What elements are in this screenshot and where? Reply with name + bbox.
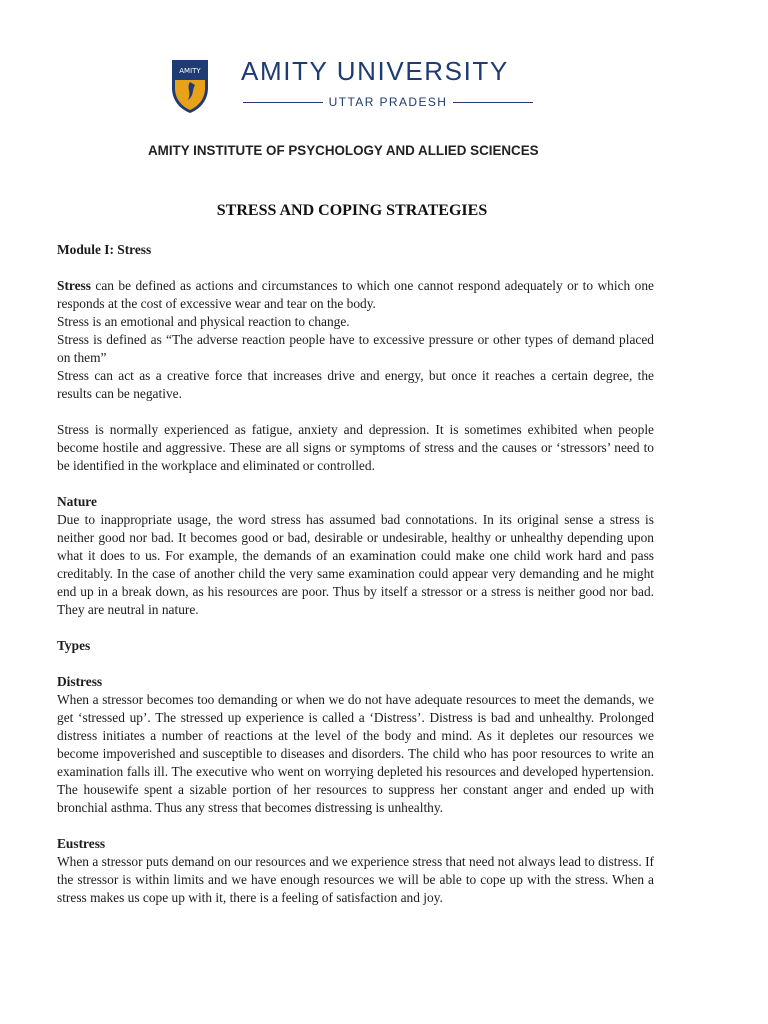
document-body bbox=[57, 241, 654, 907]
distress-paragraph: When a stressor becomes too demanding or when we do not have adequate resources to meet the demands, we get ‘stressed up’. The stressed up experience is called a ‘Distress’. Distress is bad and unhealthy. Prolonged distress initiates a number of reactions at the level of the body and mind. As it depletes our resources we become impoverished and susceptible to diseases and disorders. The child who has poor resources to write an examination falls ill. The executive who went on worrying depleted his resources and developed hypertension. The housewife spent a sizable portion of her resources to suppress her constant anger and ended up with bronchial asthma. Thus any stress that becomes distressing is unhealthy. bbox=[57, 692, 654, 815]
symptoms-paragraph: Stress is normally experienced as fatigue, anxiety and depression. It is sometimes exhibited when people become hostile and aggressive. These are all signs or symptoms of stress and the causes or ‘stressors’ need to be identified in the workplace and eliminated or controlled. bbox=[57, 422, 654, 473]
intro-paragraph bbox=[57, 277, 654, 313]
intro-line-4: Stress can act as a creative force that increases drive and energy, but once it reaches a certain degree, the results can be negative. bbox=[57, 368, 654, 401]
nature-paragraph: Due to inappropriate usage, the word stress has assumed bad connotations. In its original sense a stress is neither good nor bad. It becomes good or bad, desirable or undesirable, healthy or unhealthy depending upon what it does to us. For example, the demands of an examination could make one child work hard and pass creditably. In the case of another child the very same examination could appear very demanding and he might end up in a break down, as his resources are poor. Thus by itself a stressor or a stress is neither good nor bad. They are neutral in nature. bbox=[57, 512, 654, 617]
amity-logo-icon bbox=[170, 58, 210, 114]
location-label: UTTAR PRADESH bbox=[328, 95, 448, 109]
university-name: AMITY UNIVERSITY bbox=[241, 56, 509, 86]
intro-lead-bold: Stress bbox=[57, 278, 91, 293]
eustress-paragraph: When a stressor puts demand on our resources and we experience stress that need not always lead to distress. If the stressor is within limits and we have enough resources we will be able to cope up with the stress. When a stress makes us cope up with it, there is a feeling of satisfaction and joy. bbox=[57, 854, 654, 905]
document-title-text: STRESS AND COPING STRATEGIES bbox=[216, 202, 488, 219]
institute-name: AMITY INSTITUTE OF PSYCHOLOGY AND ALLIED SCIENCES bbox=[148, 143, 539, 158]
nature-heading: Nature bbox=[57, 494, 97, 509]
intro-line-2: Stress is an emotional and physical reaction to change. bbox=[57, 314, 350, 329]
module-heading: Module I: Stress bbox=[57, 242, 152, 257]
eustress-heading: Eustress bbox=[57, 836, 106, 851]
university-location bbox=[243, 94, 533, 110]
logo-text: AMITY bbox=[179, 67, 201, 75]
divider-left bbox=[243, 102, 323, 103]
types-heading: Types bbox=[57, 638, 91, 653]
distress-heading: Distress bbox=[57, 674, 103, 689]
intro-lead-text: can be defined as actions and circumstances to which one cannot respond adequately or to which one responds at the cost of excessive wear and tear on the body. bbox=[57, 278, 654, 311]
intro-line-3: Stress is defined as “The adverse reaction people have to excessive pressure or other types of demand placed on them” bbox=[57, 332, 654, 365]
document-title bbox=[0, 202, 710, 220]
divider-right bbox=[453, 102, 533, 103]
